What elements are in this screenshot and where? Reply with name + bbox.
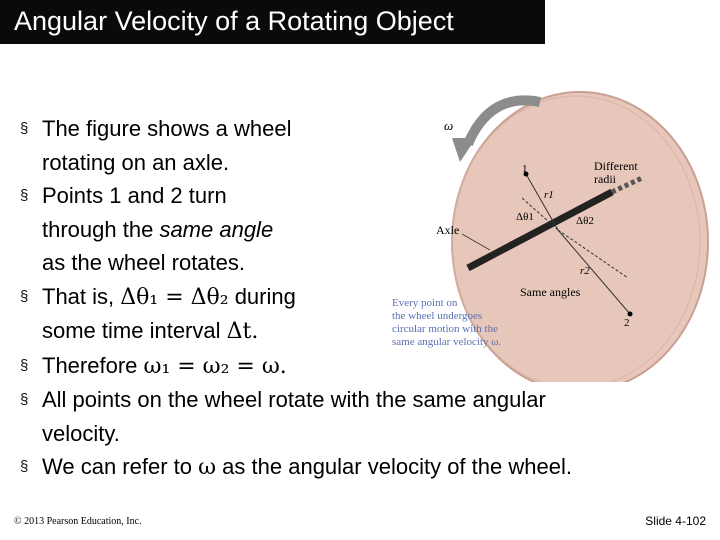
equation-text: Δt.	[226, 319, 259, 344]
omega-label: ω	[444, 118, 454, 133]
slide-number: Slide 4-102	[645, 514, 706, 528]
bullet-text: Points 1 and 2 turn	[42, 183, 227, 208]
r1-label: r1	[544, 189, 554, 201]
point-2	[628, 312, 633, 317]
bullet-text	[42, 450, 670, 485]
bullet-text-part: during	[228, 283, 296, 309]
same-angles-label: Same angles	[520, 285, 581, 299]
bullet-text: The figure shows a wheel	[42, 116, 292, 141]
bullet-text-part: as the angular velocity of the wheel.	[216, 454, 572, 479]
copyright: © 2013 Pearson Education, Inc.	[14, 516, 142, 527]
bullet-marker-icon: §	[20, 287, 29, 305]
bullet-text: velocity.	[42, 420, 120, 446]
bullet-text: All points on the wheel rotate with the same angular	[42, 387, 546, 412]
bullet-text-part: through the	[42, 216, 160, 242]
point-2-label: 2	[624, 317, 630, 329]
bullet-marker-icon: §	[20, 356, 29, 374]
slide-title: Angular Velocity of a Rotating Object	[14, 6, 454, 36]
bullet-marker-icon: §	[20, 187, 29, 204]
bullet-text-part: Therefore	[42, 352, 144, 378]
equation-text: Δθ₁ = Δθ₂	[120, 284, 229, 310]
emphasis-text: same angle	[159, 216, 274, 242]
bullet-text-part: We can refer to	[42, 454, 199, 479]
bullet-text: rotating on an axle.	[42, 149, 230, 175]
figure-caption: Every point on the wheel undergoes circular motion with the same angular velocity ω.	[392, 297, 502, 348]
r2-label: r2	[580, 265, 590, 277]
bullet-marker-icon: §	[20, 120, 29, 137]
dtheta1-label: Δθ1	[516, 211, 534, 223]
point-1-label: 1	[522, 163, 528, 175]
bullet-marker-icon: §	[20, 458, 29, 475]
bullet-item	[20, 450, 670, 485]
bullet-text-part: some time interval	[42, 318, 227, 343]
bullet-text: as the wheel rotates.	[42, 250, 246, 275]
bullet-item	[20, 383, 670, 450]
title-bar	[0, 0, 545, 44]
equation-text: ω	[198, 455, 217, 480]
dtheta2-label: Δθ2	[576, 215, 594, 227]
bullet-text-part: That is,	[42, 283, 121, 309]
rotating-wheel-figure	[380, 82, 710, 382]
equation-text: ω₁ = ω₂ = ω.	[143, 353, 287, 379]
bullet-marker-icon: §	[20, 391, 29, 408]
arrow-head-icon	[452, 138, 476, 162]
different-radii-label: Different radii	[594, 159, 638, 186]
axle-label: Axle	[436, 223, 460, 237]
